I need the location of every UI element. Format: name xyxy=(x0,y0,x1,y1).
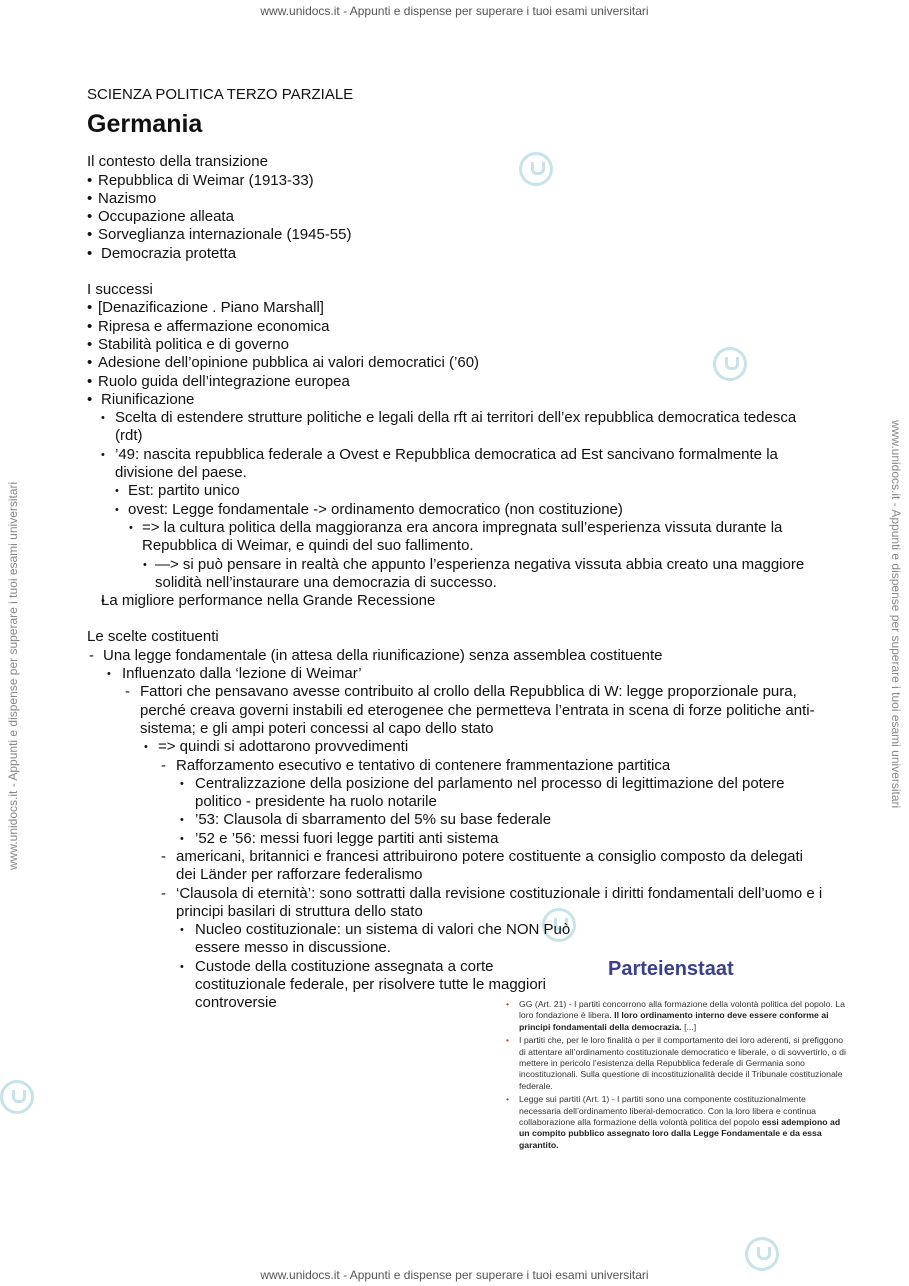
panel-item xyxy=(500,1035,850,1092)
panel-text: I partiti che, per le loro finalità o per il comportamento dei loro aderenti, si prefiggono di attentare all’ordinamento costituzionale democratico e liberale, o di sovvertirlo, o di mettere in pericolo l’esistenza della Repubblica federale di Germania sono incostituzionali. Sulla questione di incostituzionalità decide il Tribunale costituzionale federale. xyxy=(519,1035,846,1091)
list-item: • Ripresa e affermazione economica xyxy=(87,318,827,336)
list-item: • Custode della costituzione assegnata a corte costituzionale federale, per risolvere tutte le maggiori controversie xyxy=(87,958,555,1013)
section-heading: I successi xyxy=(87,281,153,299)
list-item: • ’52 e ’56: messi fuori legge partiti anti sistema xyxy=(87,830,827,848)
list-item: - ‘Clausola di eternità’: sono sottratti dalla revisione costituzionale i diritti fondamentali dell’uomo e i principi basilari di struttura dello stato xyxy=(87,885,827,922)
transition-list xyxy=(87,172,827,263)
list-item: • Influenzato dalla ‘lezione di Weimar’ xyxy=(87,665,827,683)
parteienstaat-panel xyxy=(500,958,850,1153)
list-item: • —> si può pensare in realtà che appunto l’esperienza negativa vissuta abbia creato una maggiore solidità nell’instaurare una democrazia di successo. xyxy=(87,556,827,593)
list-item: • Centralizzazione della posizione del parlamento nel processo di legittimazione del potere politico - presidente ha ruolo notarile xyxy=(87,775,827,812)
list-item: • ’49: nascita repubblica federale a Ovest e Repubblica democratica ad Est sancivano formalmente la divisione del paese. xyxy=(87,446,827,483)
panel-text: GG (Art. 21) - I partiti concorrono alla formazione della volontà politica del popolo. La loro fondazione è libera. xyxy=(519,999,845,1021)
list-item: • Nazismo xyxy=(87,190,827,208)
panel-text: Legge sui partiti (Art. 1) - I partiti sono una componente costituzionalmente necessaria dell’ordinamento liberal-democratico. Con la loro libera e continua collaborazione alla formazione della volontà politica del popolo xyxy=(519,1094,816,1128)
watermark-logo-icon xyxy=(745,1237,779,1271)
watermark-logo-icon xyxy=(0,1080,34,1114)
watermark-bottom: www.unidocs.it - Appunti e dispense per superare i tuoi esami universitari xyxy=(260,1268,649,1282)
panel-bold-text: essi adempiono ad un compito pubblico assegnato loro dalla Legge Fondamentale e da essa garantito. xyxy=(519,1117,841,1150)
list-item: • Nucleo costituzionale: un sistema di valori che NON Può essere messo in discussione. xyxy=(87,921,580,958)
watermark-left: www.unidocs.it - Appunti e dispense per superare i tuoi esami universitari xyxy=(6,481,20,870)
list-item: • [Denazificazione . Piano Marshall] xyxy=(87,299,827,317)
list-item: • Est: partito unico xyxy=(87,482,827,500)
document-body xyxy=(87,86,827,1013)
section-heading: Le scelte costituenti xyxy=(87,628,219,646)
successes-list xyxy=(87,299,827,610)
panel-text: [...] xyxy=(684,1021,697,1032)
watermark-top: www.unidocs.it - Appunti e dispense per superare i tuoi esami universitari xyxy=(260,4,649,18)
list-item: • La migliore performance nella Grande Recessione xyxy=(87,592,827,610)
list-item: • Stabilità politica e di governo xyxy=(87,336,827,354)
list-item: • Democrazia protetta xyxy=(87,245,827,263)
list-item: • Occupazione alleata xyxy=(87,208,827,226)
list-item: - Fattori che pensavano avesse contribuito al crollo della Repubblica di W: legge proporzionale pura, perché creava governi instabili ed eterogenee che permetteva l’entrata in scena di forze politiche anti-sistema; e gli ampi poteri concessi al capo dello stato xyxy=(87,683,827,738)
list-item: • Riunificazione xyxy=(87,391,827,409)
panel-item xyxy=(500,999,850,1033)
list-item: • ovest: Legge fondamentale -> ordinamento democratico (non costituzione) xyxy=(87,501,827,519)
page-title: Germania xyxy=(87,110,203,139)
list-item: • => la cultura politica della maggioranza era ancora impregnata sull’esperienza vissuta durante la Repubblica di Weimar, e quindi del suo fallimento. xyxy=(87,519,827,556)
panel-title: Parteienstaat xyxy=(608,958,734,980)
list-item: • Sorveglianza internazionale (1945-55) xyxy=(87,226,827,244)
list-item: • Repubblica di Weimar (1913-33) xyxy=(87,172,827,190)
list-item: - Rafforzamento esecutivo e tentativo di contenere frammentazione partitica xyxy=(87,757,827,775)
list-item: • Scelta di estendere strutture politiche e legali della rft ai territori dell’ex repubblica democratica tedesca (rdt) xyxy=(87,409,827,446)
panel-bold-text: Il loro ordinamento interno deve essere conforme ai principi fondamentali della democrazia. xyxy=(519,1010,829,1032)
list-item: • ’53: Clausola di sbarramento del 5% su base federale xyxy=(87,811,827,829)
list-item: • => quindi si adottarono provvedimenti xyxy=(87,738,827,756)
list-item: • Adesione dell’opinione pubblica ai valori democratici (’60) xyxy=(87,354,827,372)
panel-list xyxy=(500,999,850,1151)
watermark-right: www.unidocs.it - Appunti e dispense per superare i tuoi esami universitari xyxy=(889,420,903,809)
section-heading: Il contesto della transizione xyxy=(87,153,268,171)
list-item: - americani, britannici e francesi attribuirono potere costituente a consiglio composto da delegati dei Länder per rafforzare federalismo xyxy=(87,848,827,885)
list-item: • Ruolo guida dell’integrazione europea xyxy=(87,373,827,391)
panel-item xyxy=(500,1094,850,1151)
list-item: - Una legge fondamentale (in attesa della riunificazione) senza assemblea costituente xyxy=(87,647,827,665)
document-header: SCIENZA POLITICA TERZO PARZIALE xyxy=(87,86,354,103)
